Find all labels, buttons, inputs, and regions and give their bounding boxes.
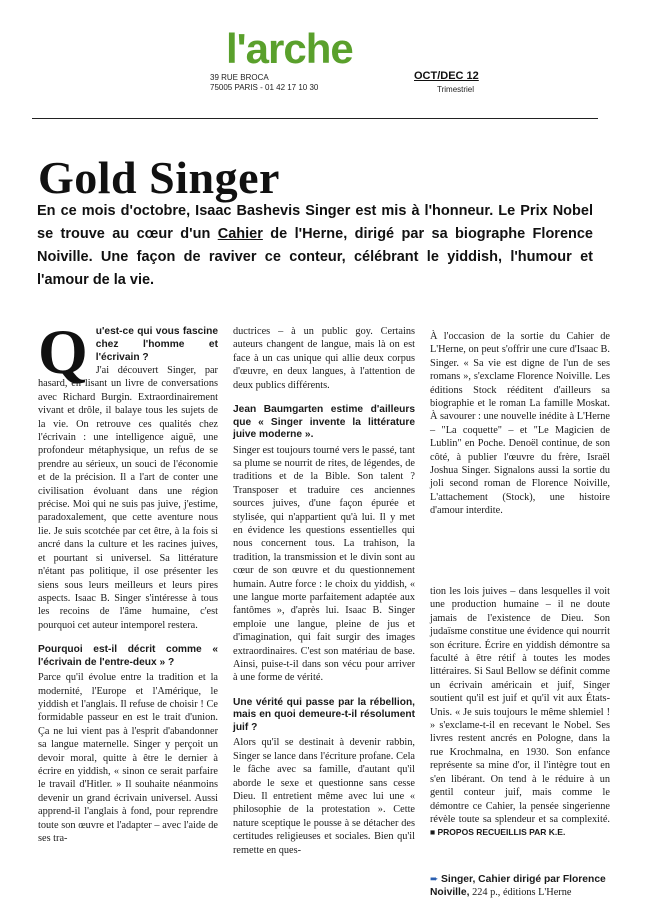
issue-frequency: Trimestriel — [437, 85, 475, 94]
publisher-address — [210, 73, 318, 93]
lead-text-2: de l'Herne, dirigé par sa biographe Florence Noiville. Une façon de raviver ce conteur, célébrant le yiddish, l'humour et l'amour de la vie. — [37, 226, 593, 288]
address-line-1: 39 RUE BROCA — [210, 73, 269, 82]
article-column-3 — [430, 585, 610, 840]
answer-1: J'ai découvert Singer, par hasard, en lisant un livre de conversations avec Richard Burgin. Extraordinairement vivant et drôle, il balaye tous les sujets de la vie. On retrouve ces qualités chez l'écrivain : une intelligence aiguë, une profondeur métaphysique, un refus de se prendre au sérieux, un souci de l'économie et de la précision. Il a l'art de conter une civilisation évoluant dans une région précise. Moi qui ne suis pas juive, j'estime, paradoxalement, que cette aventure nous lie. Je suis scotchée par cet être, à la fois si ancré dans la culture et les racines juives, et pourtant si universel. Sa littérature n'étant pas politique, il ose présenter les siens sous leurs meilleurs et leurs pires aspects. Isaac B. Singer s'intéresse à tous les recoins de l'âme humaine, c'est pourquoi cet auteur intemporel restera. — [38, 365, 218, 631]
lead-highlight: Cahier — [217, 226, 263, 242]
article-column-2 — [233, 325, 415, 857]
question-1: u'est-ce qui vous fascine chez l'homme et l'écrivain ? — [95, 326, 218, 363]
header-divider — [32, 118, 598, 119]
sidebar-text: À l'occasion de la sortie du Cahier de L'Herne, on peut s'offrir une cure d'Isaac B. Singer. « Sa vie est digne de l'un de ses romans », s'exclame Florence Noiville. Les éditions Stock rééditent d'ailleurs sa biographie et le roman La famille Moskat. À savourer : une nouvelle inédite à L'Herne – "La coquette" – et "Le Magicien de Lublin" en Poche. Denoël continue, de son côté, à publier l'œuvre du frère, Israël Joshua Singer. Signalons aussi la sortie du joli second roman de Florence Noiville, L'attachement (Stock), une histoire d'amour interdite. — [430, 331, 610, 517]
sidebar-box — [430, 330, 610, 518]
drop-cap: Q — [38, 316, 88, 387]
question-2: Pourquoi est-il décrit comme « l'écrivain de l'entre-deux » ? — [38, 644, 218, 668]
lead-text-1: En ce mois d'octobre, Isaac Bashevis Singer est mis à l'honneur. Le Prix Nobel se trouve au cœur d'un — [37, 203, 593, 242]
question-3: Jean Baumgarten estime d'ailleurs que « Singer invente la littérature juive moderne ». — [233, 404, 415, 441]
book-details: 224 p., éditions L'Herne — [472, 887, 572, 898]
article-column-1 — [38, 316, 218, 845]
address-line-2: 75005 PARIS - 01 42 17 10 30 — [210, 83, 319, 92]
signature: ■ PROPOS RECUEILLIS PAR K.E. — [430, 827, 566, 838]
article-title: Gold Singer — [38, 151, 280, 203]
article-lead — [37, 200, 593, 292]
answer-2-continued: ductrices – à un public goy. Certains auteurs changent de langue, mais là on est face à un cas unique qui allie deux corpus d'œuvre, en deux langues, à l'attention de deux publics différents. — [233, 326, 415, 391]
answer-2: Parce qu'il évolue entre la tradition et la modernité, l'Europe et l'Amérique, le yiddish et l'anglais. Il refuse de choisir ! Ce formidable passeur en est le trait d'union. Ça ne lui vient pas à l'esprit d'abandonner sa langue maternelle. Singer y perçoit un devoir moral, quitte à être le dernier à écrire en yiddish, « sinon ce serait parfaire le travail d'Hitler. » Il souhaite néanmoins devenir un grand écrivain universel. Aussi apprend-il l'anglais à fond, pour reprendre toute son œuvre et l'adapter – avec l'aide de ses tra- — [38, 672, 218, 844]
answer-4-continued — [430, 585, 610, 840]
answer-4-continued-text: tion les lois juives – dans lesquelles il voit une production humaine – il ne doute jamais de l'existence de Dieu. Son judaïsme constitue une évidence qui nourrit son écriture. Écrire en yiddish démontre sa faculté à être rétif à toutes les modes littéraires. Si Saul Bellow se définit comme un écrivain américain et juif, Singer soutient qu'il est juif et qu'il vit aux États-Unis. « Je suis toujours le même shlemiel ! » s'exclame-t-il en recevant le Nobel. Ses livres restent ancrés en Pologne, dans la rue Krochmalna, en 1930. Son enfance représente sa mine d'or, il l'intègre tout en s'en libérant. On tend à le réduire à un gentil conteur juif, mais comme le démontre ce Cahier, la pensée singerienne révèle toute sa splendeur et sa complexité. — [430, 586, 610, 825]
issue-period: OCT/DEC 12 — [414, 70, 479, 82]
book-title: Singer, Cahier dirigé par Florence Noiville, — [430, 874, 606, 898]
question-4: Une vérité qui passe par la rébellion, mais en quoi demeure-t-il résolument juif ? — [233, 696, 415, 733]
book-reference — [430, 873, 610, 899]
magazine-logo: l'arche — [226, 25, 353, 72]
answer-4: Alors qu'il se destinait à devenir rabbin, Singer se lance dans l'écriture profane. Cela le fâche avec sa famille, d'autant qu'il aborde le sexe et questionne sans cesse Dieu. Il entretient même avec lui une « philosophie de la protestation ». Cette nature sceptique le pousse à se détacher des certitudes religieuses et sociales. Bien qu'il remette en ques- — [233, 737, 415, 856]
answer-3: Singer est toujours tourné vers le passé, tant sa plume se nourrit de rites, de légendes, de traditions et de la Bible. Son talent ? Transposer et traduire ces anciennes sources juives, d'une façon épurée et stylisée, qui n'appartient qu'à lui. Il y met en évidence les questions essentielles qui nous concernent tous. La trahison, la tradition, la transmission et le divin sont au cœur de son œuvre et du questionnement humain. Autre force : le choix du yiddish, « une langue morte parfaitement adaptée aux fantômes », d'après lui. Isaac B. Singer emploie une langue, pleine de jus et d'imagination, qui fait surgir des images extraordinaires. C'est son matériau de base. Ainsi, puise-t-il dans son vécu pour arriver à une forme de vérité. — [233, 444, 415, 684]
arrow-icon: ➨ — [430, 874, 439, 885]
